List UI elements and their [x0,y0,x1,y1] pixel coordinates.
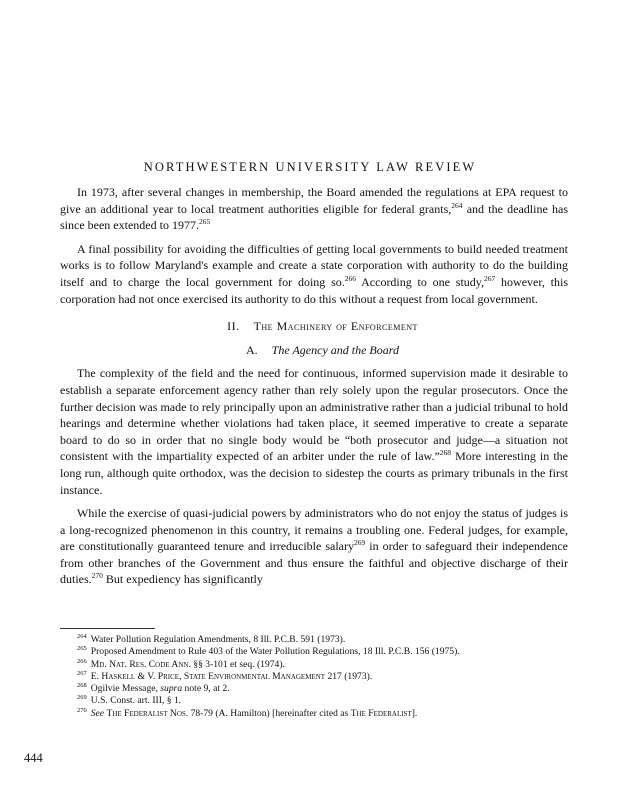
paragraph-3: The complexity of the field and the need for continuous, informed supervision made it desirable to establish a separate enforcement agency rather than rely solely upon the regular prosecutors. Once the further decision was made to rely principally upon an administrative rather than a judicial tribunal to hold hearings and determine whether violations had taken place, it seemed imperative to create a separate board to do so in order that no single body would be “both prosecutor and judge—a situation not consistent with the impartiality expected of an arbiter under the rule of law.”$^{268}$ More interesting in the long run, although quite orthodox, was the decision to sidestep the courts as primary tribunals in the first instance. [60,366,568,497]
section-heading: II. The Machinery of Enforcement [227,319,418,334]
footnote-ref-264[interactable]: 264 [451,200,463,210]
footnote-264: $^{264}$ Water Pollution Regulation Amendments, 8 Ill. P.C.B. 591 (1973). [77,633,346,645]
paragraph-1: In 1973, after several changes in membership, the Board amended the regulations at EPA request to give an additional year to local treatment authorities eligible for federal grants,$^{264}$ and the deadline has since been extended to 1977.$^{265}$ [60,185,568,233]
paragraph-2: A final possibility for avoiding the difficulties of getting local governments to build needed treatment works is to follow Maryland's example and create a state corporation with authority to do the building itself and to charge the local government for doing so.$^{266}$ According to one study,$^{267}$ however, this corporation had not once exercised its authority to do this without a request from local government. [60,241,569,306]
footnotes [60,634,568,720]
footnote-ref-270[interactable]: 270 [91,571,103,581]
footnote-266: $^{266}$ Md. Nat. Res. Code Ann. §§ 3-101 et seq. (1974). [77,657,285,670]
paragraph-4: While the exercise of quasi-judicial powers by administrators who do not enjoy the status of judges is a long-recognized phenomenon in this country, it remains a troubling one. Federal judges, for example, are constitutionally guaranteed tenure and irreducible salary$^{269}$ in order to safeguard their independence from other branches of the Government and thus ensure the faithful and objective discharge of their duties.$^{270}$ But expediency has significantly [60,506,568,587]
footnote-ref-267[interactable]: 267 [484,273,496,283]
footnote-269: $^{269}$ U.S. Const. art. III, § 1. [77,694,182,707]
footnote-ref-265[interactable]: 265 [198,217,211,227]
footnote-270: $^{270}$ See The Federalist Nos. 78-79 (A. Hamilton) [hereinafter cited as The Federalist]. [77,706,418,719]
running-head: NORTHWESTERN UNIVERSITY LAW REVIEW [143,160,477,174]
footnote-divider [60,628,155,629]
subsection-heading: A. The Agency and the Board [246,342,399,357]
footnote-268: $^{268}$ Ogilvie Message, supra note 9, at 2. [77,682,230,695]
footnote-ref-269[interactable]: 269 [354,538,366,548]
body-text [60,184,568,595]
page-number: 444 [24,751,43,765]
footnote-ref-266[interactable]: 266 [344,273,356,283]
footnote-265: $^{265}$ Proposed Amendment to Rule 403 of the Water Pollution Regulations, 18 Ill. P.C.B. 156 (1975). [77,645,460,658]
footnote-ref-268[interactable]: 268 [439,448,452,458]
footnote-267: $^{267}$ E. Haskell & V. Price, State Environmental Management 217 (1973). [77,669,373,682]
